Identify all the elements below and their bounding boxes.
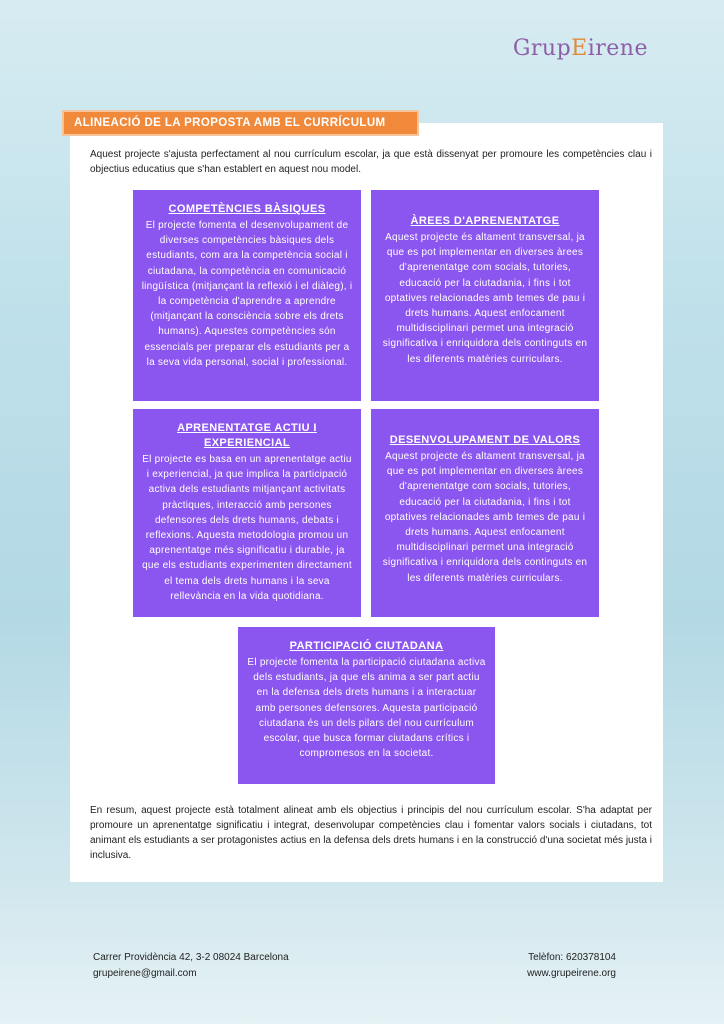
footer-contact-left xyxy=(93,950,289,982)
card-title: APRENENTATGE ACTIU I EXPERIENCIAL xyxy=(177,422,317,449)
card-aprenentatge-actiu xyxy=(133,409,361,617)
card-title: ÀREES D'APRENENTATGE xyxy=(410,215,560,227)
footer-email[interactable]: grupeirene@gmail.com xyxy=(93,968,197,979)
card-body: Aquest projecte és altament transversal, ja que es pot implementar en diverses àrees d'aprenentatge com socials, tutories, educació per la ciutadania, i fins i tot optatives relacionades amb temes de pau i drets humans. Aquest enfocament multidisciplinari permet una integració significativa i enriquidora dels continguts en les diferents matèries curriculars. xyxy=(382,232,588,365)
logo-text-e: E xyxy=(571,36,588,61)
card-body: Aquest projecte és altament transversal, ja que es pot implementar en diverses àrees d'aprenentatge com socials, tutories, educació per la ciutadania, i fins i tot optatives relacionades amb temes de pau i drets humans. Aquest enfocament multidisciplinari permet una integració significativa i enriquidora dels continguts en les diferents matèries curriculars. xyxy=(382,451,588,584)
card-body: El projecte fomenta la participació ciutadana activa dels estudiants, ja que els anima a ser part actiu en la defensa dels drets humans i a interactuar amb persones defensores. Aquesta participació ciutadana és un dels pilars del nou currículum escolar, que busca formar ciutadans crítics i compromesos en la societat. xyxy=(247,657,486,760)
logo-text-grup: Grup xyxy=(512,36,572,61)
grupeirene-logo xyxy=(513,36,648,61)
footer-phone: Telèfon: 620378104 xyxy=(528,952,616,963)
card-body: El projecte es basa en un aprenentatge actiu i experiencial, ja que implica la participació activa dels estudiants mitjançant activitats pràctiques, interacció amb persones defensores dels drets humans, debats i reflexions. Aquesta metodologia promou un aprenentatge més significatiu i durable, ja que els estudiants experimenten directament el tema dels drets humans i la seva rellevància en la vida quotidiana. xyxy=(142,454,352,602)
card-desenvolupament-valors xyxy=(371,409,599,617)
card-title: PARTICIPACIÓ CIUTADANA xyxy=(289,640,444,652)
intro-paragraph: Aquest projecte s'ajusta perfectament al nou currículum escolar, ja que està dissenyat per promoure les competències clau i objectius educatius que s'han establert en aquest nou model. xyxy=(90,149,652,175)
logo-text-irene: irene xyxy=(587,36,648,61)
footer-contact-right xyxy=(527,950,616,982)
card-competencies-basiques xyxy=(133,190,361,401)
card-title: COMPETÈNCIES BÀSIQUES xyxy=(168,203,326,215)
card-arees-aprenentatge xyxy=(371,190,599,401)
section-title: ALINEACIÓ DE LA PROPOSTA AMB EL CURRÍCULUM xyxy=(62,110,419,136)
card-body: El projecte fomenta el desenvolupament de diverses competències bàsiques dels estudiants, com ara la competència social i ciutadana, la competència en comunicació lingüística (mitjançant la reflexió i el diàleg), i la competència d'aprendre a aprendre (mitjançant la consciència sobre els drets humans). Aquestes competències són essencials per preparar els estudiants per a la seva vida personal, social i professional. xyxy=(141,220,353,368)
card-participacio-ciutadana xyxy=(238,627,495,784)
footer-address: Carrer Providència 42, 3-2 08024 Barcelona xyxy=(93,952,289,963)
footer-website[interactable]: www.grupeirene.org xyxy=(527,968,616,979)
card-title: DESENVOLUPAMENT DE VALORS xyxy=(389,434,581,446)
summary-paragraph: En resum, aquest projecte està totalment alineat amb els objectius i principis del nou currículum escolar. S'ha adaptat per promoure un aprenentatge significatiu i integrat, desenvolupar competències clau i fomentar valors socials i ciutadans, tot animant els estudiants a ser protagonistes actius en la defensa dels drets humans i en la construcció d'una societat més justa i inclusiva. xyxy=(90,805,652,861)
